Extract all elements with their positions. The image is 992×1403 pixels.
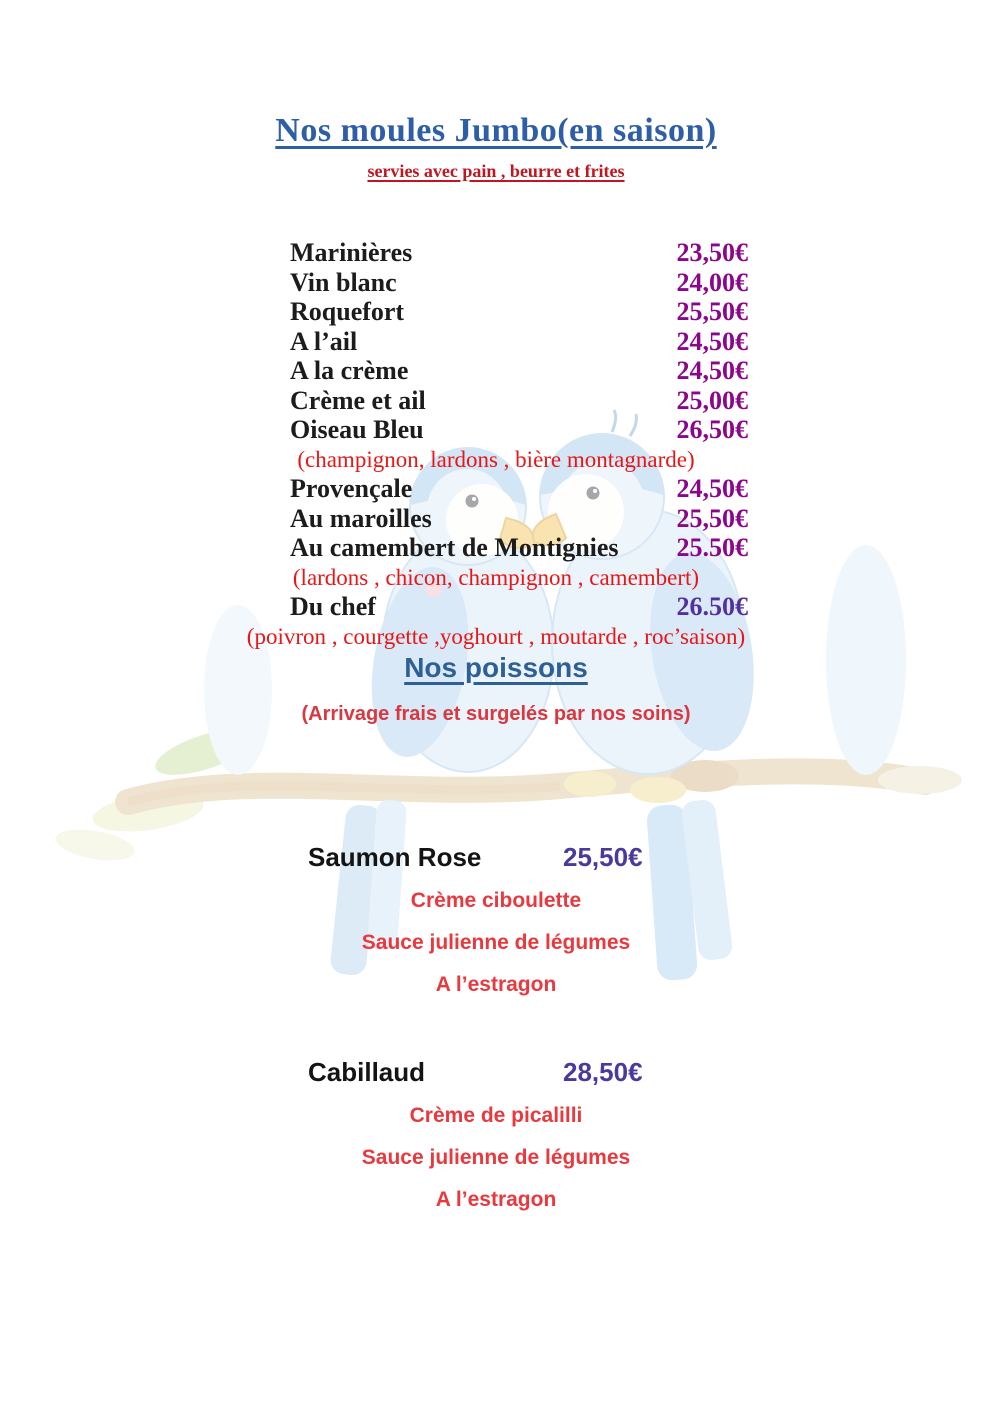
menu-item-note: (lardons , chicon, champignon , camembert) [292,564,700,590]
dish-block [0,1055,992,1215]
menu-item-price: 24,50€ [676,326,748,356]
menu-item-row [0,592,992,622]
dish-name: Cabillaud [308,1057,426,1087]
page-title: Nos moules Jumbo(en saison) [275,112,717,149]
menu-item-price: 24,00€ [676,267,748,297]
page-subtitle: servies avec pain , beurre et frites [367,161,625,181]
menu-item-row [0,386,992,416]
menu-item-price: 25,00€ [676,385,748,415]
dish-side: A l’estragon [435,973,557,996]
menu-item-price: 23,50€ [676,238,748,267]
menu-item-name: A l’ail [290,326,358,356]
dish-side: Sauce julienne de légumes [361,931,631,954]
dish-side: Crème ciboulette [410,889,582,912]
menu-item-name: Au maroilles [290,503,432,533]
menu-item-price: 25,50€ [676,297,748,326]
menu-item-note: (poivron , courgette ,yoghourt , moutarde , roc’saison) [246,623,746,649]
menu-item-row [0,238,992,268]
dish-title-row [0,840,992,874]
menu-item-name: Au camembert de Montignies [290,533,619,562]
dish-price: 25,50€ [563,842,643,872]
menu-item-row [0,533,992,563]
menu-item-price: 25,50€ [676,503,748,533]
menu-item-row [0,297,992,327]
menu-item-price: 26.50€ [676,592,748,621]
moules-list [0,238,992,651]
dish-side: A l’estragon [435,1188,557,1211]
menu-item-name: Du chef [290,592,376,621]
menu-item-price: 24,50€ [676,356,748,385]
dish-side: Sauce julienne de légumes [361,1146,631,1169]
menu-item-name: Crème et ail [290,385,426,415]
dish-side: Crème de picalilli [409,1104,583,1127]
menu-item-price: 25.50€ [676,533,748,562]
menu-item-row [0,415,992,445]
dish-title-row [0,1055,992,1089]
dish-name: Saumon Rose [308,842,482,872]
menu-item-row [0,356,992,386]
menu-item-name: Oiseau Bleu [290,415,424,444]
menu-item-price: 26,50€ [676,415,748,444]
menu-item-row [0,327,992,357]
menu-item-row [0,504,992,534]
menu-item-row [0,268,992,298]
poissons-note: (Arrivage frais et surgelés par nos soins) [301,703,691,725]
menu-item-name: Roquefort [290,297,405,326]
menu-item-name: A la crème [290,356,409,385]
menu-item-note: (champignon, lardons , bière montagnarde) [297,446,695,472]
menu-item-name: Marinières [290,238,413,267]
dish-price: 28,50€ [563,1057,643,1087]
menu-item-name: Provençale [290,474,413,503]
dish-block [0,840,992,1000]
menu-item-row [0,474,992,504]
menu-item-price: 24,50€ [676,474,748,503]
menu-item-name: Vin blanc [290,267,397,297]
poissons-heading: Nos poissons [404,652,588,683]
